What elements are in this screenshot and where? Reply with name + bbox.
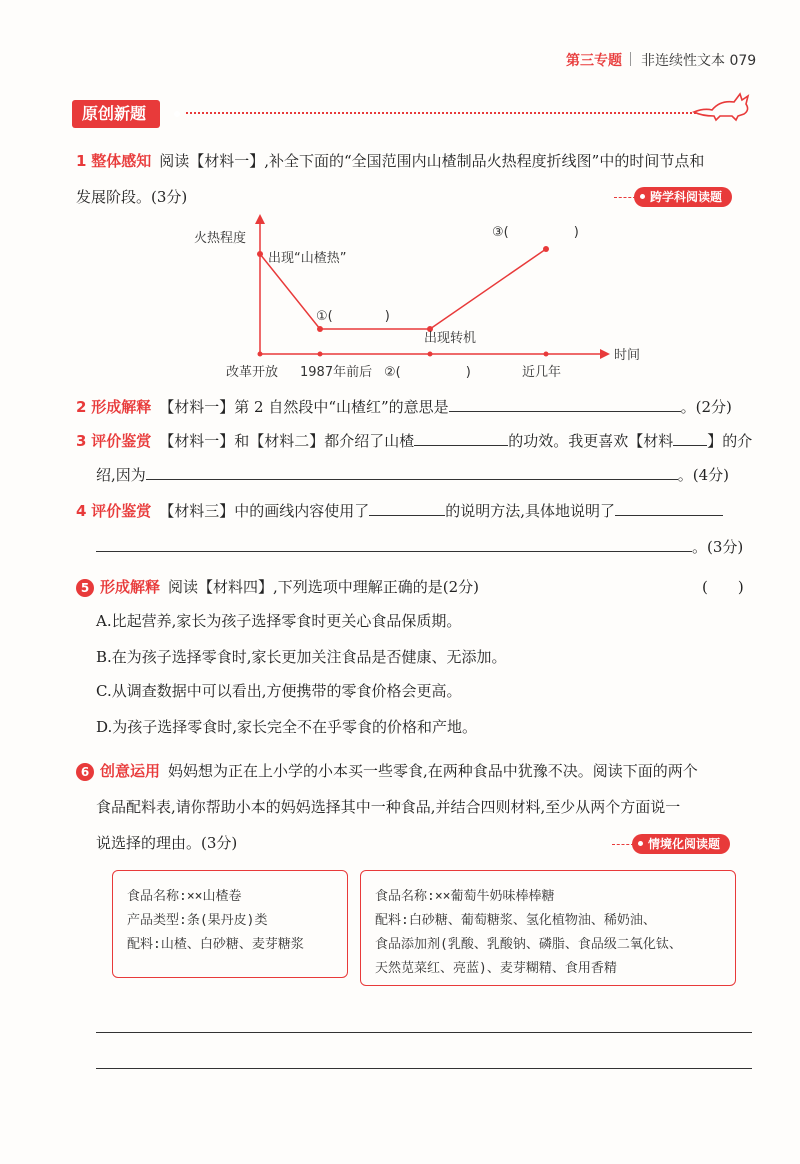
q5-answer-paren[interactable]: ( ) xyxy=(702,578,744,596)
x-axis-arrow xyxy=(600,349,610,359)
annotation-4: ③( ) xyxy=(492,225,579,240)
q4-text-a: 【材料三】中的画线内容使用了 xyxy=(159,502,370,520)
q6-text-2: 食品配料表,请你帮助小本的妈妈选择其中一种食品,并结合四则材料,至少从两个方面说一 xyxy=(96,798,681,816)
q4-tag: 评价鉴赏 xyxy=(91,502,152,520)
q3-score: 。(4分) xyxy=(677,466,730,484)
q1-number: 1 xyxy=(76,152,87,170)
q4-detail-blank-2[interactable] xyxy=(96,536,692,552)
q5-option-a[interactable]: A.比起营养,家长为孩子选择零食时更关心食品保质期。 xyxy=(96,612,462,630)
food-1-name: 食品名称:××山楂卷 xyxy=(127,889,242,904)
x-tick-2 xyxy=(318,352,323,357)
food-1-ingredients: 配料:山楂、白砂糖、麦芽糖浆 xyxy=(127,937,304,952)
q3-reason-blank[interactable] xyxy=(146,464,678,480)
q6-pill: 情境化阅读题 xyxy=(632,834,730,854)
x-tick-1 xyxy=(258,352,263,357)
q4-line2 xyxy=(96,536,743,558)
tick-label-4: 近几年 xyxy=(522,365,562,380)
food-1-type: 产品类型:条(果丹皮)类 xyxy=(127,913,268,928)
q5-line xyxy=(76,576,479,598)
section-label: 原创新题 xyxy=(72,100,160,128)
annotation-1: 出现“山楂热” xyxy=(268,251,347,266)
q6-text-3: 说选择的理由。(3分) xyxy=(96,834,238,852)
q4-line1 xyxy=(76,500,723,522)
food-2-name: 食品名称:××葡萄牛奶味棒棒糖 xyxy=(375,889,555,904)
x-axis-label: 时间 xyxy=(614,348,641,363)
q5-option-b[interactable]: B.在为孩子选择零食时,家长更加关注食品是否健康、无添加。 xyxy=(96,648,507,666)
q4-text-b: 的说明方法,具体地说明了 xyxy=(445,502,616,520)
annotation-3: 出现转机 xyxy=(424,331,477,346)
q2-text: 【材料一】第 2 自然段中“山楂红”的意思是 xyxy=(159,398,449,416)
q6-pill-tail xyxy=(612,844,634,845)
q2-tag: 形成解释 xyxy=(91,398,152,416)
header-topic: 第三专题 xyxy=(566,53,622,69)
q2-number: 2 xyxy=(76,398,87,416)
q1-tag: 整体感知 xyxy=(91,152,152,170)
food-2-ingredients-1: 配料:白砂糖、葡萄糖浆、氢化植物油、稀奶油、 xyxy=(375,913,656,928)
annotation-2: ①( ) xyxy=(316,309,390,324)
q4-number: 4 xyxy=(76,502,87,520)
q6-line1 xyxy=(76,760,698,782)
q3-efficacy-blank[interactable] xyxy=(414,430,508,446)
q5-tag: 形成解释 xyxy=(100,578,161,596)
q3-material-blank[interactable] xyxy=(673,430,707,446)
food-box-1 xyxy=(112,870,348,978)
chart xyxy=(0,0,800,400)
q2-answer-blank[interactable] xyxy=(449,396,681,412)
q2-line xyxy=(76,396,732,418)
q1-text-line2: 发展阶段。(3分) xyxy=(76,188,188,206)
y-axis-arrow xyxy=(255,214,265,224)
q3-text-a: 【材料一】和【材料二】都介绍了山楂 xyxy=(159,432,415,450)
q5-option-d[interactable]: D.为孩子选择零食时,家长完全不在乎零食的价格和产地。 xyxy=(96,718,478,736)
y-axis-label: 火热程度 xyxy=(194,231,247,246)
x-tick-4 xyxy=(544,352,549,357)
answer-line-2[interactable] xyxy=(96,1068,752,1069)
food-2-ingredients-2: 食品添加剂(乳酸、乳酸钠、磷脂、食品级二氧化钛、 xyxy=(375,937,682,952)
q3-tag: 评价鉴赏 xyxy=(91,432,152,450)
data-point-4 xyxy=(543,246,549,252)
q5-text: 阅读【材料四】,下列选项中理解正确的是(2分) xyxy=(168,578,480,596)
tick-label-1: 改革开放 xyxy=(226,365,279,380)
q3-text-c: 】的介 xyxy=(707,432,753,450)
q3-text-d: 绍,因为 xyxy=(96,466,146,484)
q3-text-b: 的功效。我更喜欢【材料 xyxy=(508,432,674,450)
q6-text-1: 妈妈想为正在上小学的小本买一些零食,在两种食品中犹豫不决。阅读下面的两个 xyxy=(168,762,698,780)
q2-score: 。(2分) xyxy=(680,398,732,416)
q6-pill-dot xyxy=(638,841,643,846)
q5-number: 5 xyxy=(76,579,94,597)
q3-line2 xyxy=(96,464,729,486)
q1-pill: 跨学科阅读题 xyxy=(634,187,732,207)
q3-line1 xyxy=(76,430,752,452)
data-point-1 xyxy=(257,251,263,257)
q4-score: 。(3分) xyxy=(692,538,744,556)
tick-label-3: ②( ) xyxy=(384,365,471,380)
x-tick-3 xyxy=(428,352,433,357)
food-box-2 xyxy=(360,870,736,986)
answer-line-1[interactable] xyxy=(96,1032,752,1033)
food-2-ingredients-3: 天然苋菜红、亮蓝)、麦芽糊精、食用香精 xyxy=(375,961,617,976)
q4-detail-blank[interactable] xyxy=(615,500,723,516)
header-title: 非连续性文本 079 xyxy=(641,53,757,69)
q4-method-blank[interactable] xyxy=(369,500,445,516)
data-point-2 xyxy=(317,326,323,332)
q3-number: 3 xyxy=(76,432,87,450)
q6-tag: 创意运用 xyxy=(100,762,161,780)
q6-number: 6 xyxy=(76,763,94,781)
tick-label-2: 1987年前后 xyxy=(300,365,373,380)
q5-option-c[interactable]: C.从调查数据中可以看出,方便携带的零食价格会更高。 xyxy=(96,682,462,700)
q1-text: 阅读【材料一】,补全下面的“全国范围内山楂制品火热程度折线图”中的时间节点和 xyxy=(159,152,705,170)
